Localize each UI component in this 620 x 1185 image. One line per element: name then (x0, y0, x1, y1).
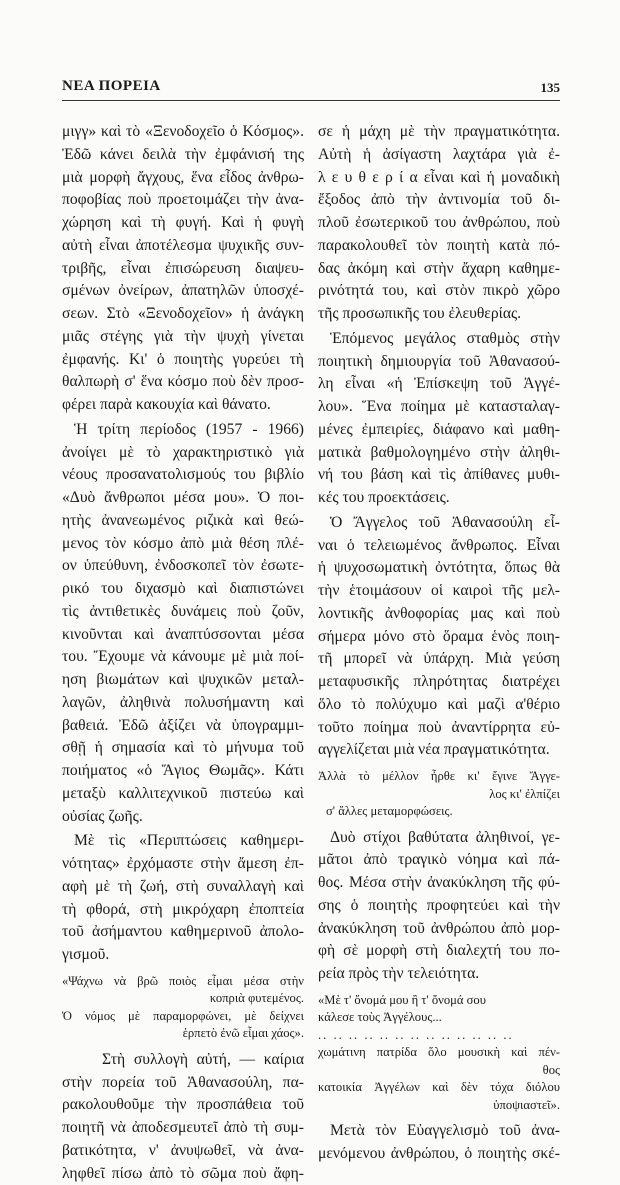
verse-quote (318, 992, 560, 1115)
text-line: λη εἶναι «ἡ Ἐπίσκεψη τοῦ Ἀγγέ- (318, 373, 560, 396)
paragraph (62, 830, 304, 967)
text-line: ποιητῆ νὰ ἀποδεσμευτεῖ ἀπὸ τὴ συμ- (62, 1117, 304, 1140)
text-line: θαλπωρὴ σ' ἕνα κόσμο ποὺ δὲν προσ- (62, 371, 304, 394)
text-line: ον ὑπεύθυνη, ἐνδοσκοπεῖ τὸν ἐσωτε- (62, 555, 304, 578)
journal-title: ΝΕΑ ΠΟΡΕΙΑ (62, 78, 161, 95)
text-line: φὴ σὲ μορφὴ στὴ διαλεχτή του πο- (318, 940, 560, 963)
text-line: λος κι' ἐλπίζει (318, 786, 560, 804)
text-line: τῆς προσωπικῆς του ἐλευθερίας. (318, 303, 560, 326)
right-column (318, 119, 560, 1166)
text-line: βατικότητα, ν' ἀνυψωθεῖ, νὰ ἀνα- (62, 1140, 304, 1163)
text-line: ρεία πρὸς τὴν τελειότητα. (318, 963, 560, 986)
text-line: Αὐτὴ ἡ ἀσίγαστη λαχτάρα γιὰ ἐ- (318, 144, 560, 167)
running-header (62, 78, 560, 98)
text-line: θος. Μέσα στὴν ἀνακύκληση τῆς φύ- (318, 872, 560, 895)
text-line: αγγελίζεται μιὰ νέα πραγματικότητα. (318, 739, 560, 762)
text-line: κατοικία Ἀγγέλων καὶ δὲν τόχα διόλου (318, 1079, 560, 1097)
text-line: οὐσίας ζωῆς. (62, 806, 304, 829)
text-line: μένες ἐμπειρίες, διάφανο καὶ μαθη- (318, 419, 560, 442)
text-line: ληφθεῖ πίσω ἀπὸ τὸ σῶμα ποὺ ἄφη- (62, 1163, 304, 1185)
verse-quote (318, 768, 560, 821)
paragraph (318, 121, 560, 326)
text-line: τριβῆς, εἶναι ἐπισώρευση διαψευ- (62, 258, 304, 281)
text-line: Ἡ τρίτη περίοδος (1957 - 1966) (62, 419, 304, 442)
paragraph (62, 1049, 304, 1185)
text-line: Ὁ Ἄγγελος τοῦ Ἀθανασούλη εἶ- (318, 512, 560, 535)
text-line: μενόμενου ἀνθρώπου, ὁ ποιητὴς σκέ- (318, 1143, 560, 1166)
text-line: Ὁ νόμος μὲ παραμορφώνει, μὲ δείχνει (62, 1008, 304, 1026)
paragraph (62, 121, 304, 417)
text-line: λου». Ἕνα ποίημα μὲ κατασταλαγ- (318, 396, 560, 419)
text-line: Ἀλλὰ τὸ μέλλον ἦρθε κι' ἔγινε Ἄγγε- (318, 768, 560, 786)
page-number: 135 (541, 80, 561, 96)
text-line: Στὴ συλλογὴ αὐτή, — καίρια (62, 1049, 304, 1072)
verse-quote (62, 973, 304, 1043)
text-line: ρινότητά του, καὶ στὸν πικρὸ χῶρο (318, 280, 560, 303)
text-line: χωμάτινη πατρίδα ὅλο μουσικὴ καὶ πέν- (318, 1044, 560, 1062)
paragraph (318, 512, 560, 762)
text-line: λοντικῆς ἀνθοφορίας μας καὶ ποὺ (318, 603, 560, 626)
text-line: σήμερα μόνο στὸ ὅραμα ἑνὸς ποιη- (318, 626, 560, 649)
text-line: νότητας» ἐρχόμαστε στὴν ἄμεση ἐπ- (62, 853, 304, 876)
text-line: χώρηση καὶ τὴ φυγή. Καὶ ἡ φυγὴ (62, 212, 304, 235)
text-line: ρικό του διχασμὸ καὶ διαπιστώνει (62, 578, 304, 601)
text-line: ματικὰ βαθμολογημένο στὴν ἀληθι- (318, 442, 560, 465)
text-line: ναι ὁ τελειωμένος ἄνθρωπος. Εἶναι (318, 535, 560, 558)
text-line: «Μὲ τ' ὄνομά μου ἢ τ' ὄνομά σου (318, 992, 560, 1010)
text-line: πλοῦ ἐσωτερικοῦ του ἀνθρώπου, ποὺ (318, 212, 560, 235)
text-line: κάλεσε τοὺς Ἀγγέλους... (318, 1009, 560, 1027)
text-line: ρακολουθοῦμε τὴν προσπάθεια τοῦ (62, 1094, 304, 1117)
text-line: κοπριὰ φυτεμένος. (62, 990, 304, 1008)
left-column (62, 119, 304, 1185)
text-line: «Ψάχνω νὰ βρῶ ποιὸς εἶμαι μέσα στὴν (62, 973, 304, 991)
text-line: ποφοβίας ποὺ προετοιμάζει τὴν ἀνα- (62, 189, 304, 212)
text-line: σμένων ὀνείρων, ἀπατηλῶν ὑποσχέ- (62, 280, 304, 303)
text-line: στὴν πορεία τοῦ Ἀθανασούλη, πα- (62, 1072, 304, 1095)
text-line: ἐμφανής. Κι' ὁ ποιητὴς γυρεύει τὴ (62, 349, 304, 372)
text-line: σ' ἄλλες μεταμορφώσεις. (318, 803, 560, 821)
text-line: ἡ ψυχοσωματικὴ ὀντότητα, ὅπως θὰ (318, 557, 560, 580)
text-line: μενος τὸν κόσμο ἀπὸ μιὰ θέση πλέ- (62, 533, 304, 556)
text-line: τὴν ἑτοιμάσουν οἱ καιροὶ τῆς μελ- (318, 580, 560, 603)
text-line: μιᾶς στέγης γιὰ τὴν ψυχὴ γίνεται (62, 326, 304, 349)
text-line: ηση βιωμάτων καὶ ψυχικῶν μεταλ- (62, 669, 304, 692)
text-line: θος (318, 1062, 560, 1080)
text-line: νέους προσανατολισμούς του βιβλίο (62, 464, 304, 487)
text-line: μιγγ» καὶ τὸ «Ξενοδοχεῖο ὁ Κόσμος». (62, 121, 304, 144)
text-line: μιὰ μορφὴ ἄγχους, ἕνα εἶδος ἀνθρω- (62, 167, 304, 190)
text-line: σθῇ ἡ σημασία καὶ τὸ μήνυμα τοῦ (62, 737, 304, 760)
text-line: γισμοῦ. (62, 944, 304, 967)
text-line: λ ε υ θ ε ρ ί α εἶναι καὶ ἡ μοναδικὴ (318, 167, 560, 190)
text-line: δας ἀκόμη καὶ στὴν ἄχαρη καθημε- (318, 258, 560, 281)
text-line: μεταξὺ καλλιτεχνικοῦ πιστεύω καὶ (62, 783, 304, 806)
text-line: τοῦ ἀσήμαντου καθημερινοῦ ἀπολο- (62, 921, 304, 944)
text-line: Μὲ τὶς «Περιπτώσεις καθημερι- (62, 830, 304, 853)
text-line: ἔξοδος ἀπὸ τὴν ἀντινομία τοῦ δι- (318, 189, 560, 212)
text-line: μεταφυσικῆς πληρότητας διατρέχει (318, 671, 560, 694)
text-line: ἀνοίγει μὲ τὸ χαρακτηριστικὸ γιὰ (62, 442, 304, 465)
text-line: Μετὰ τὸν Εὐαγγελισμὸ τοῦ ἀνα- (318, 1120, 560, 1143)
text-line: τοῦτο ποίημα ποὺ ἀναντίρρητα εὐ- (318, 717, 560, 740)
paragraph (318, 1120, 560, 1166)
text-line: λαγῶν, ἀληθινὰ πολυσήμαντη καὶ (62, 692, 304, 715)
text-line: αὐτὴ εἶναι ἀποτέλεσμα ψυχικῆς συν- (62, 235, 304, 258)
text-line: ποιήματος «ὁ Ἅγιος Θωμᾶς». Κάτι (62, 760, 304, 783)
text-line: ητὴς ἀνανεωμένος ριζικὰ καὶ θεώ- (62, 510, 304, 533)
text-line: σεων. Στὸ «Ξενοδοχεῖον» ἡ ἀνάγκη (62, 303, 304, 326)
text-line: ἀνακύκληση τοῦ ἀνθρώπου ἀπὸ μορ- (318, 918, 560, 941)
text-line: παρακολουθεῖ τὸν ποιητὴ κατὰ πό- (318, 235, 560, 258)
text-line: τῆ μπορεῖ νὰ ὑπάρχη. Μιὰ γεύση (318, 648, 560, 671)
text-line: .. .. .. .. .. .. .. .. .. .. .. .. .. (318, 1027, 560, 1045)
paragraph (62, 419, 304, 829)
text-line: του. Ἔχουμε νὰ κάνουμε μὲ μιὰ ποί- (62, 646, 304, 669)
text-line: κινοῦνται καὶ ἀναπτύσσονται μέσα (62, 624, 304, 647)
text-line: σε ἡ μάχη μὲ τὴν πραγματικότητα. (318, 121, 560, 144)
text-line: «Δυὸ ἄνθρωποι μέσα μου». Ὁ ποι- (62, 487, 304, 510)
text-line: κές του προεκτάσεις. (318, 487, 560, 510)
text-line: αφὴ μὲ τὴ ζωή, στὴ συναλλαγὴ καὶ (62, 876, 304, 899)
text-line: ὑποψιαστεῖ». (318, 1097, 560, 1115)
paragraph (318, 328, 560, 510)
text-line: ποιητικὴ δημιουργία τοῦ Ἀθανασού- (318, 351, 560, 374)
paragraph (318, 827, 560, 986)
text-line: Ἑπόμενος μεγάλος σταθμὸς στὴν (318, 328, 560, 351)
text-line: Ἐδῶ κάνει δειλὰ τὴν ἐμφάνισή της (62, 144, 304, 167)
text-line: μᾶτοι ἀπὸ τραγικὸ νόημα καὶ πά- (318, 849, 560, 872)
header-rule (62, 100, 560, 101)
text-line: Δυὸ στίχοι βαθύτατα ἀληθινοί, γε- (318, 827, 560, 850)
text-line: νή του βάση καὶ τὶς ἀπίθανες μυθι- (318, 464, 560, 487)
text-line: σης ὁ ποιητὴς προφητεύει καὶ τὴν (318, 895, 560, 918)
text-line: φέρει παρὰ κακουχία καὶ θάνατο. (62, 394, 304, 417)
text-line: ἑρπετὸ ἐνῶ εἶμαι χάος». (62, 1025, 304, 1043)
text-line: βαθειά. Ἐδῶ ἀξίζει νὰ ὑπογραμμι- (62, 715, 304, 738)
text-line: τὶς ἀντιθετικὲς δυνάμεις ποὺ ζοῦν, (62, 601, 304, 624)
text-line: τὴ φθορά, στὴ μικρόχαρη ἐποπτεία (62, 899, 304, 922)
text-line: ὅλο τὸ πολύχυμο καὶ μαζὶ α'θέριο (318, 694, 560, 717)
